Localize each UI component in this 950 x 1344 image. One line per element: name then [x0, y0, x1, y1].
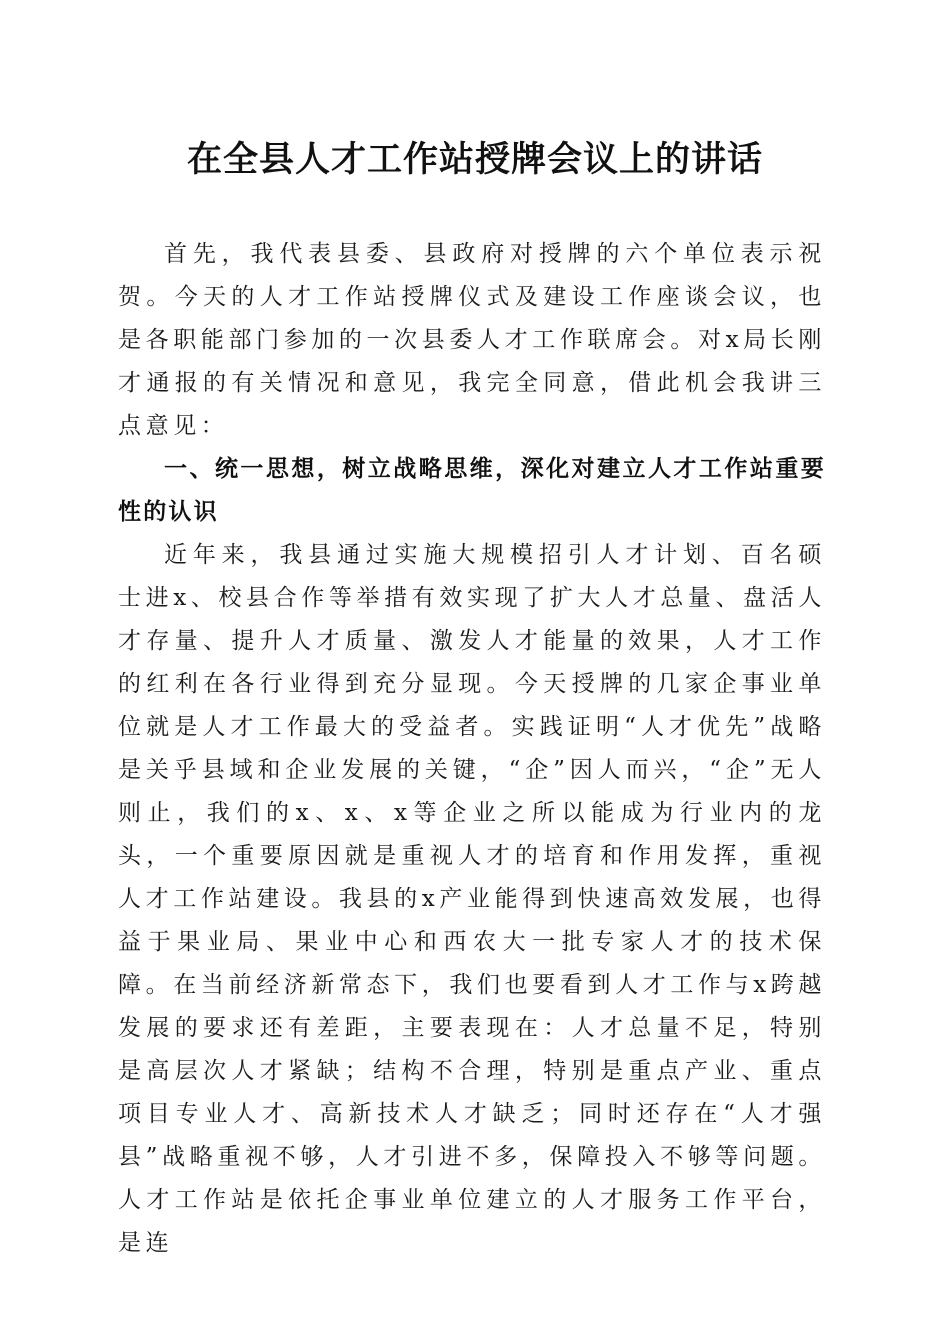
section-heading-1: 一、统一思想，树立战略思维，深化对建立人才工作站重要性的认识 [118, 456, 826, 525]
document-title: 在全县人才工作站授牌会议上的讲话 [186, 139, 763, 180]
intro-paragraph: 首先，我代表县委、县政府对授牌的六个单位表示祝贺。今天的人才工作站授牌仪式及建设工作座谈会议，也是各职能部门参加的一次县委人才工作联席会。对x局长刚才通报的有关情况和意见，我完全同意，借此机会我讲三点意见： [118, 241, 826, 439]
document-body [118, 233, 826, 1265]
section-1-paragraph: 近年来，我县通过实施大规模招引人才计划、百名硕士进x、校县合作等举措有效实现了扩大人才总量、盘活人才存量、提升人才质量、激发人才能量的效果，人才工作的红利在各行业得到充分显现。今天授牌的几家企事业单位就是人才工作最大的受益者。实践证明“人才优先”战略是关乎县域和企业发展的关键，“企”因人而兴，“企”无人则止，我们的x、x、x等企业之所以能成为行业内的龙头，一个重要原因就是重视人才的培育和作用发挥，重视人才工作站建设。我县的x产业能得到快速高效发展，也得益于果业局、果业中心和西农大一批专家人才的技术保障。在当前经济新常态下，我们也要看到人才工作与x跨越发展的要求还有差距，主要表现在：人才总量不足，特别是高层次人才紧缺；结构不合理，特别是重点产业、重点项目专业人才、高新技术人才缺乏；同时还存在“人才强县”战略重视不够，人才引进不多，保障投入不够等问题。人才工作站是依托企事业单位建立的人才服务工作平台，是连 [118, 542, 826, 1256]
